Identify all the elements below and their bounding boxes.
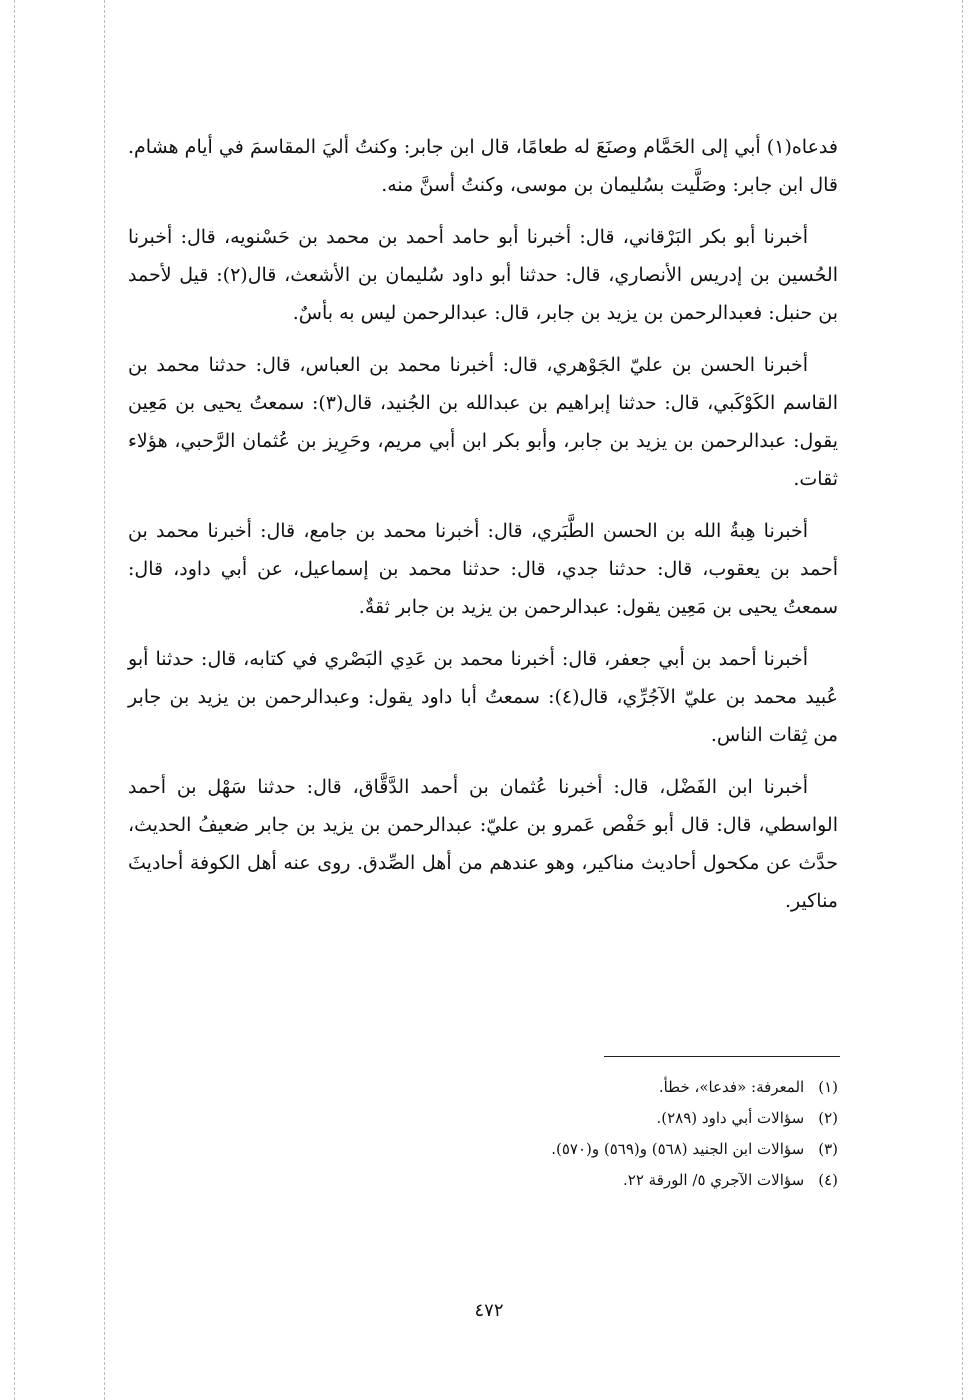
footnote-number: (٢) [818, 1109, 838, 1127]
footnote-number: (٤) [818, 1171, 838, 1189]
paragraph-6: أخبرنا ابن الفَضْل، قال: أخبرنا عُثمان بن أحمد الدَّقَّاق، قال: حدثنا سَهْل بن أحمد الواسطي، قال: قال أبو حَفْص عَمرو بن عليّ: عبدالرحمن بن يزيد بن جابر ضعيفُ الحديث، حدَّث عن مكحول أحاديث مناكير، وهو عندهم من أهل الصِّدق. روى عنه أهل الكوفة أحاديثَ مناكير. [128, 776, 838, 912]
paragraph-3: أخبرنا الحسن بن عليّ الجَوْهري، قال: أخبرنا محمد بن العباس، قال: حدثنا محمد بن القاسم الكَوْكَبي، قال: حدثنا إبراهيم بن عبدالله بن الجُنيد، قال(٣): سمعتُ يحيى بن مَعِين يقول: عبدالرحمن بن يزيد بن جابر، وأبو بكر ابن أبي مريم، وحَرِيز بن عُثمان الرَّحبي، هؤلاء ثقات. [128, 354, 838, 490]
footnotes [300, 1072, 838, 1196]
footnote-text: سؤالات أبي داود (٢٨٩). [656, 1109, 805, 1127]
footnote-text: المعرفة: «فدعا»، خطأ. [658, 1078, 805, 1096]
left-margin-guide-2 [104, 0, 105, 1400]
paragraph-1: فدعاه(١) أبي إلى الحَمَّام وصنَعَ له طعامًا، قال ابن جابر: وكنتُ أليَ المقاسمَ في أيام هشام. قال ابن جابر: وصَلَّيت بسُليمان بن موسى، وكنتُ أسنَّ منه. [128, 136, 838, 196]
footnote-text: سؤالات الآجري ٥/ الورقة ٢٢. [622, 1171, 805, 1189]
paragraph-5: أخبرنا أحمد بن أبي جعفر، قال: أخبرنا محمد بن عَدِي البَصْري في كتابه، قال: حدثنا أبو عُبيد محمد بن عليّ الآجُرِّي، قال(٤): سمعتُ أبا داود يقول: وعبدالرحمن بن يزيد بن جابر من ثِقات الناس. [128, 648, 839, 746]
footnote-number: (١) [818, 1078, 838, 1096]
footnote-4 [300, 1165, 838, 1196]
footnote-3 [300, 1134, 838, 1165]
paragraph-4: أخبرنا هِبةُ الله بن الحسن الطَّبَري، قال: أخبرنا محمد بن جامع، قال: أخبرنا محمد بن أحمد بن يعقوب، قال: حدثنا جدي، قال: حدثنا محمد بن إسماعيل، عن أبي داود، قال: سمعتُ يحيى بن مَعِين يقول: عبدالرحمن بن يزيد بن جابر ثقةٌ. [128, 520, 838, 618]
main-text [128, 128, 838, 934]
footnote-text: سؤالات ابن الجنيد (٥٦٨) و(٥٦٩) و(٥٧٠). [551, 1140, 805, 1158]
footnote-separator [604, 1056, 840, 1057]
right-margin-guide [962, 0, 963, 1400]
footnote-1 [300, 1072, 838, 1103]
page-number: ٤٧٢ [474, 1300, 504, 1321]
footnote-number: (٣) [818, 1140, 838, 1158]
left-margin-guide-1 [14, 0, 15, 1400]
paragraph-2: أخبرنا أبو بكر البَرْقاني، قال: أخبرنا أبو حامد أحمد بن محمد بن حَسْنويه، قال: أخبرنا الحُسين بن إدريس الأنصاري، قال: حدثنا أبو داود سُليمان بن الأشعث، قال(٢): قيل لأحمد بن حنبل: فعبدالرحمن بن يزيد بن جابر، قال: عبدالرحمن ليس به بأسٌ. [128, 226, 838, 324]
footnote-2 [300, 1103, 838, 1134]
